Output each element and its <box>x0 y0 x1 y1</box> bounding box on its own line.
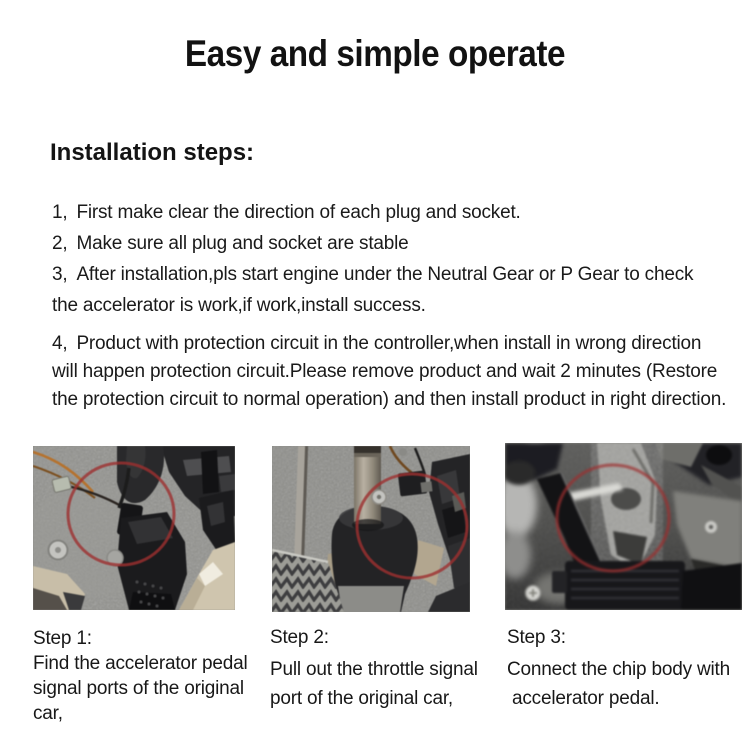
installation-step-3 <box>52 259 750 321</box>
step-text: will happen protection circuit.Please remove product and wait 2 minutes (Restore <box>52 361 718 382</box>
caption-line: Pull out the throttle signal <box>270 659 478 680</box>
step-1-photo <box>33 446 235 610</box>
caption-line: port of the original car, <box>270 688 453 709</box>
caption-line: Connect the chip body with <box>507 659 730 680</box>
step-2-caption <box>270 625 478 713</box>
step-1-caption <box>33 626 248 726</box>
step-1-label: Step 1: <box>33 628 92 649</box>
step-text: the accelerator is work,if work,install success. <box>52 295 426 316</box>
step-text: Make sure all plug and socket are stable <box>76 233 409 254</box>
step-number: 3, <box>52 264 68 285</box>
step-number: 1, <box>52 202 68 223</box>
step-3-label: Step 3: <box>507 627 566 648</box>
step-text: First make clear the direction of each plug and socket. <box>76 202 521 223</box>
section-heading: Installation steps: <box>50 139 255 166</box>
installation-step-2 <box>52 228 750 259</box>
caption-line: accelerator pedal. <box>512 688 660 709</box>
under-dash-image <box>505 443 742 610</box>
step-2-photo <box>272 446 470 612</box>
step-3-caption <box>507 625 730 713</box>
step-text: the protection circuit to normal operation) and then install product in right direction. <box>52 389 727 410</box>
step-3-photo <box>505 443 742 610</box>
throttle-pedal-image <box>272 446 470 612</box>
caption-line: car, <box>33 703 63 724</box>
step-number: 4, <box>52 333 68 354</box>
step-2-label: Step 2: <box>270 627 329 648</box>
page-title: Easy and simple operate <box>184 33 566 74</box>
installation-step-4 <box>52 330 750 414</box>
caption-line: signal ports of the original <box>33 678 244 699</box>
step-text: After installation,pls start engine under the Neutral Gear or P Gear to check <box>76 264 694 285</box>
installation-steps-list <box>52 197 750 414</box>
installation-step-1 <box>52 197 750 228</box>
step-number: 2, <box>52 233 68 254</box>
caption-line: Find the accelerator pedal <box>33 653 248 674</box>
step-text: Product with protection circuit in the controller,when install in wrong direction <box>76 333 702 354</box>
car-pedal-area-image <box>33 446 235 610</box>
